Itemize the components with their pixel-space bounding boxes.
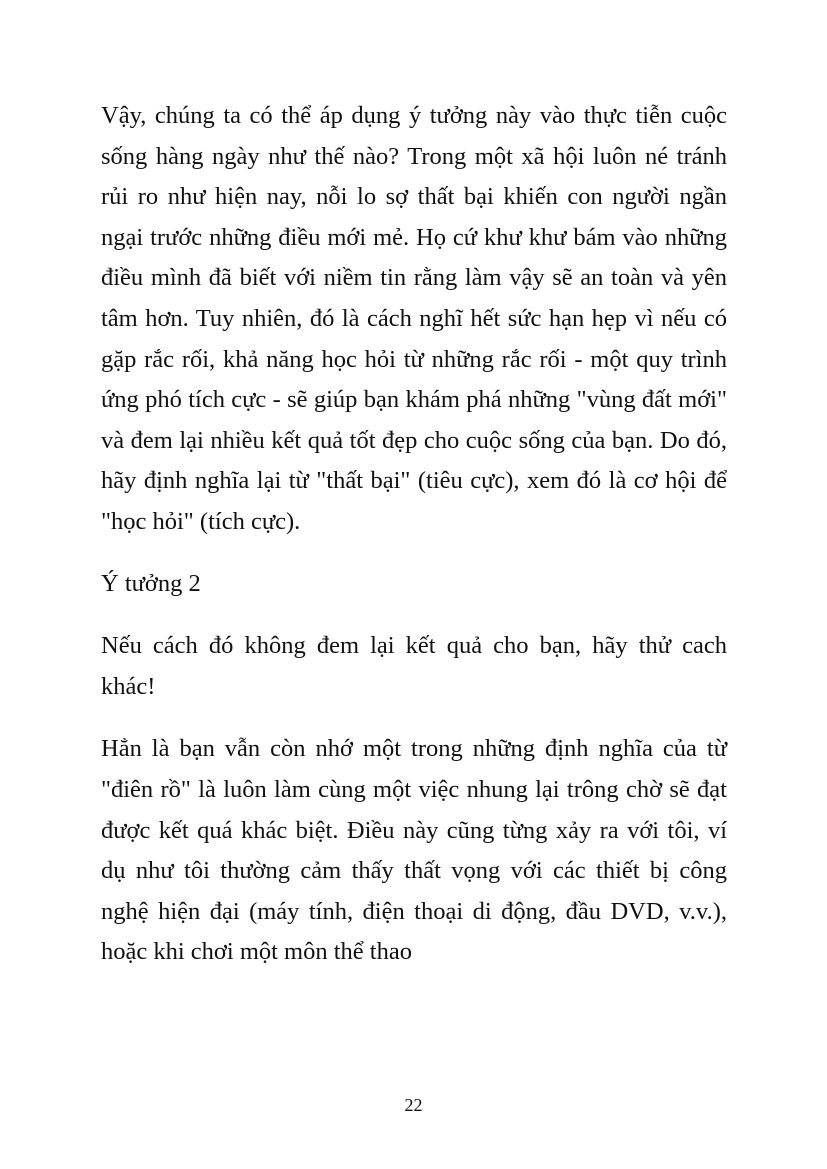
page-number: 22 [404, 1095, 423, 1115]
paragraph-3: Hẳn là bạn vẫn còn nhớ một trong những định nghĩa của từ "điên rồ" là luôn làm cùng một việc nhung lại trông chờ sẽ đạt được kết quá khác biệt. Điều này cũng từng xảy ra với tôi, ví dụ như tôi thường cảm thấy thất vọng với các thiết bị công nghệ hiện đại (máy tính, điện thoại di động, đầu DVD, v.v.), hoặc khi chơi một môn thể thao [101, 735, 727, 966]
paragraph-2: Nếu cách đó không đem lại kết quả cho bạn, hãy thử cach khác! [101, 632, 727, 700]
section-heading: Ý tưởng 2 [101, 569, 201, 597]
page-body [101, 96, 727, 973]
paragraph-1: Vậy, chúng ta có thể áp dụng ý tưởng này vào thực tiễn cuộc sống hàng ngày như thế nào? Trong một xã hội luôn né tránh rủi ro như hiện nay, nỗi lo sợ thất bại khiến con người ngần ngại trước những điều mới mẻ. Họ cứ khư khư bám vào những điều mình đã biết với niềm tin rằng làm vậy sẽ an toàn và yên tâm hơn. Tuy nhiên, đó là cách nghĩ hết sức hạn hẹp vì nếu có gặp rắc rối, khả năng học hỏi từ những rắc rối - một quy trình ứng phó tích cực - sẽ giúp bạn khám phá những "vùng đất mới" và đem lại nhiều kết quả tốt đẹp cho cuộc sống của bạn. Do đó, hãy định nghĩa lại từ "thất bại" (tiêu cực), xem đó là cơ hội để "học hỏi" (tích cực). [101, 102, 727, 535]
